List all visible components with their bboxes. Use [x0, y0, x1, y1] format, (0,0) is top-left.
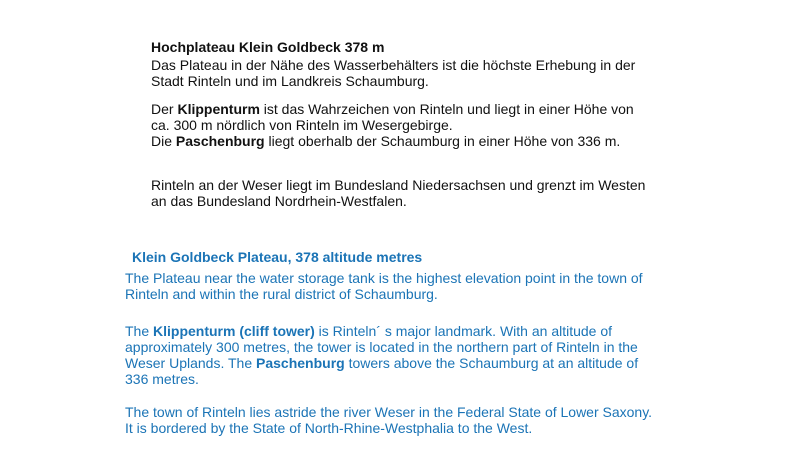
- english-paragraph-plateau: The Plateau near the water storage tank is the highest elevation point in the town of Rinteln and within the rural district of Schaumburg.: [125, 270, 643, 302]
- german-p3-bold: Paschenburg: [175, 133, 265, 149]
- english-title: Klein Goldbeck Plateau, 378 altitude metres: [132, 249, 423, 265]
- english-p2-mid: is Rinteln´ s major landmark. With an altitude of approximately 300 metres, the tower is located in the northern part of Rinteln in the Weser Uplands. The: [125, 323, 638, 371]
- english-p2-before: The: [125, 323, 154, 339]
- german-p3-after: liegt oberhalb der Schaumburg in einer Höhe von 336 m.: [264, 133, 621, 149]
- english-p2-bold1: Klippenturm (cliff tower): [153, 323, 315, 339]
- german-p2-after: ist das Wahrzeichen von Rinteln und liegt in einer Höhe von ca. 300 m nördlich von Rinteln im Wesergebirge.: [151, 101, 634, 133]
- german-p2-before: Der: [151, 101, 178, 117]
- english-p2-after: towers above the Schaumburg at an altitude of 336 metres.: [125, 355, 639, 387]
- german-paragraph-paschenburg: [151, 133, 651, 149]
- english-p2-bold2: Paschenburg: [256, 355, 345, 371]
- english-paragraph-rinteln: The town of Rinteln lies astride the river Weser in the Federal State of Lower Saxony. It is bordered by the State of North-Rhine-Westphalia to the West.: [125, 404, 653, 436]
- german-p3-before: Die: [151, 133, 176, 149]
- german-paragraph-klippenturm: [151, 101, 651, 133]
- english-paragraph-klippenturm: [125, 323, 655, 387]
- german-title: Hochplateau Klein Goldbeck 378 m: [151, 39, 385, 55]
- german-p2-bold: Klippenturm: [177, 101, 260, 117]
- german-paragraph-plateau: Das Plateau in der Nähe des Wasserbehälters ist die höchste Erhebung in der Stadt Rinteln und im Landkreis Schaumburg.: [151, 57, 636, 89]
- german-paragraph-rinteln: Rinteln an der Weser liegt im Bundesland Niedersachsen und grenzt im Westen an das Bundesland Nordrhein-Westfalen.: [151, 177, 646, 209]
